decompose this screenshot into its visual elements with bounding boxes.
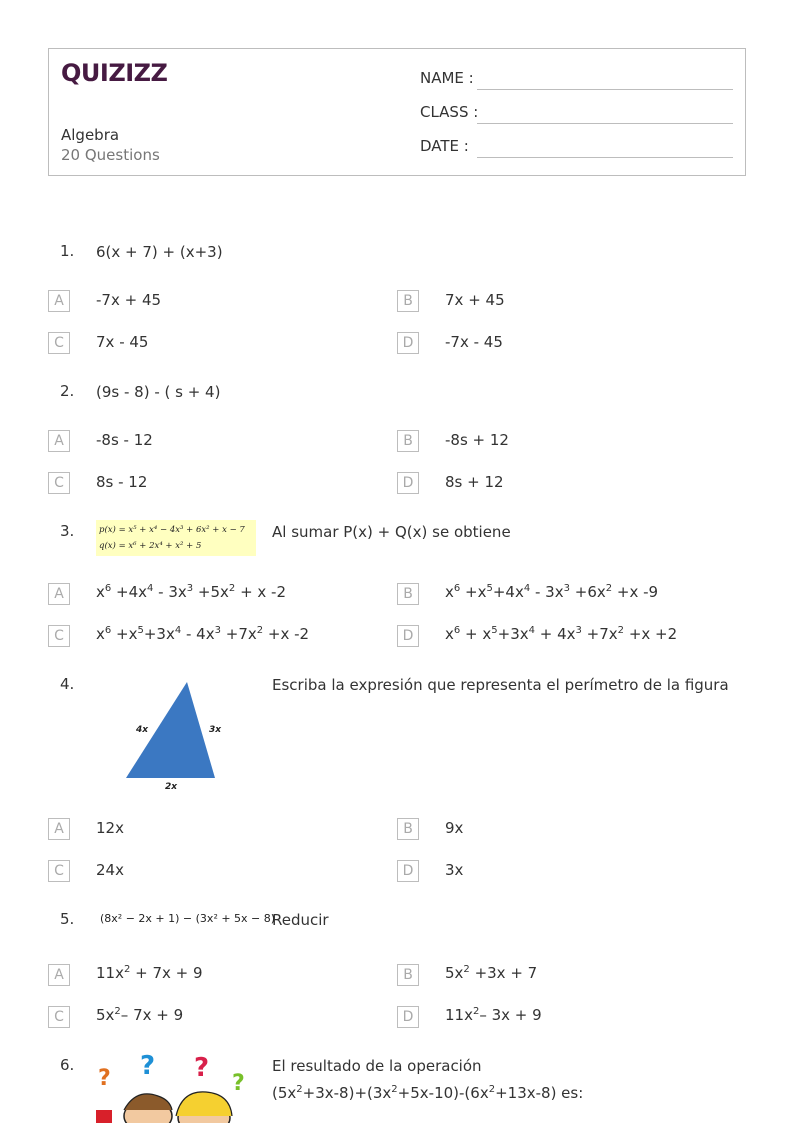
option-letter-b[interactable]: B [397, 430, 419, 452]
question-text: Al sumar P(x) + Q(x) se obtiene [272, 523, 511, 541]
option-letter-c[interactable]: C [48, 332, 70, 354]
option-a[interactable]: -7x + 45 [96, 291, 162, 309]
option-d[interactable]: $x^6 + x^5+3x^4 + 4x^3 +7x^2 +x +2$ [445, 625, 678, 643]
triangle-figure [96, 675, 256, 800]
class-label: CLASS : [420, 103, 479, 121]
option-letter-d[interactable]: D [397, 625, 419, 647]
question-mark-icon: ? [232, 1071, 245, 1096]
polynomial-q: q(x) = x⁶ + 2x⁴ + x² + 5 [99, 541, 202, 551]
side-label-bottom: 2x [165, 782, 178, 792]
question-text: Reducir [272, 911, 329, 929]
option-b[interactable]: -8s + 12 [445, 431, 509, 449]
option-letter-a[interactable]: A [48, 818, 70, 840]
option-d[interactable]: -7x - 45 [445, 333, 503, 351]
option-c[interactable]: 8s - 12 [96, 473, 148, 491]
kid-shirt [96, 1110, 112, 1123]
option-letter-b[interactable]: B [397, 818, 419, 840]
class-field[interactable] [477, 123, 733, 124]
option-c[interactable]: 7x - 45 [96, 333, 149, 351]
option-letter-b[interactable]: B [397, 964, 419, 986]
option-b[interactable]: 7x + 45 [445, 291, 505, 309]
worksheet-header [48, 48, 746, 176]
option-letter-d[interactable]: D [397, 332, 419, 354]
option-c[interactable]: $x^6 +x^5+3x^4 - 4x^3 +7x^2 +x$ -2 [96, 625, 310, 643]
question-text: Escriba la expresión que representa el perímetro de la figura [272, 676, 729, 694]
expression-image: (8x² − 2x + 1) − (3x² + 5x − 8) [100, 912, 276, 925]
question-number: 5. [60, 910, 75, 928]
option-letter-c[interactable]: C [48, 472, 70, 494]
option-b[interactable]: $5x^2 +3x + 7$ [445, 964, 538, 982]
question-text: 6(x + 7) + (x+3) [96, 243, 223, 261]
kid-hair-right [176, 1092, 232, 1116]
option-letter-d[interactable]: D [397, 860, 419, 882]
confused-kids-illustration [96, 1050, 256, 1123]
date-label: DATE : [420, 137, 469, 155]
question-mark-icon: ? [140, 1051, 156, 1081]
question-mark-icon: ? [98, 1066, 111, 1091]
option-letter-c[interactable]: C [48, 1006, 70, 1028]
option-c[interactable]: 24x [96, 861, 124, 879]
name-field[interactable] [477, 89, 733, 90]
option-letter-a[interactable]: A [48, 430, 70, 452]
option-b[interactable]: 9x [445, 819, 464, 837]
polynomial-p: p(x) = x⁵ + x⁴ − 4x³ + 6x² + x − 7 [99, 525, 245, 535]
name-label: NAME : [420, 69, 474, 87]
option-a[interactable]: $x^6 +4x^4 - 3x^3 +5x^2 + x$ -2 [96, 583, 287, 601]
option-d[interactable]: 3x [445, 861, 464, 879]
quizizz-logo: QUIZIZZ [61, 59, 168, 87]
worksheet-title: Algebra [61, 126, 120, 144]
question-number: 3. [60, 522, 75, 540]
option-d[interactable]: 8s + 12 [445, 473, 504, 491]
polynomial-image [96, 520, 256, 556]
option-letter-d[interactable]: D [397, 472, 419, 494]
option-d[interactable]: $11x^2-$ 3x + 9 [445, 1006, 542, 1024]
option-a[interactable]: $11x^2 + 7x + 9$ [96, 964, 203, 982]
kid-hair-left [124, 1094, 172, 1110]
option-letter-b[interactable]: B [397, 583, 419, 605]
option-letter-d[interactable]: D [397, 1006, 419, 1028]
option-a[interactable]: -8s - 12 [96, 431, 153, 449]
question-mark-icon: ? [194, 1053, 210, 1083]
option-b[interactable]: $x^6 +x^5+4x^4 - 3x^3 +6x^2 +x$ -9 [445, 583, 659, 601]
question-text-line-1: El resultado de la operación [272, 1057, 482, 1075]
question-number: 4. [60, 675, 75, 693]
question-text: (9s - 8) - ( s + 4) [96, 383, 221, 401]
question-count: 20 Questions [61, 146, 160, 164]
option-a[interactable]: 12x [96, 819, 124, 837]
option-letter-b[interactable]: B [397, 290, 419, 312]
date-field[interactable] [477, 157, 733, 158]
option-letter-a[interactable]: A [48, 583, 70, 605]
question-number: 1. [60, 242, 75, 260]
option-letter-a[interactable]: A [48, 964, 70, 986]
option-letter-a[interactable]: A [48, 290, 70, 312]
option-letter-c[interactable]: C [48, 860, 70, 882]
side-label-right: 3x [209, 725, 222, 735]
side-label-left: 4x [136, 725, 149, 735]
question-text-line-2: $(5x^2+3x-8)+(3x^2+5x-10)-(6x^2+13x-8)$ es: [272, 1084, 584, 1102]
question-number: 2. [60, 382, 75, 400]
option-c[interactable]: $5x^2-$ 7x + 9 [96, 1006, 184, 1024]
question-number: 6. [60, 1056, 75, 1074]
option-letter-c[interactable]: C [48, 625, 70, 647]
